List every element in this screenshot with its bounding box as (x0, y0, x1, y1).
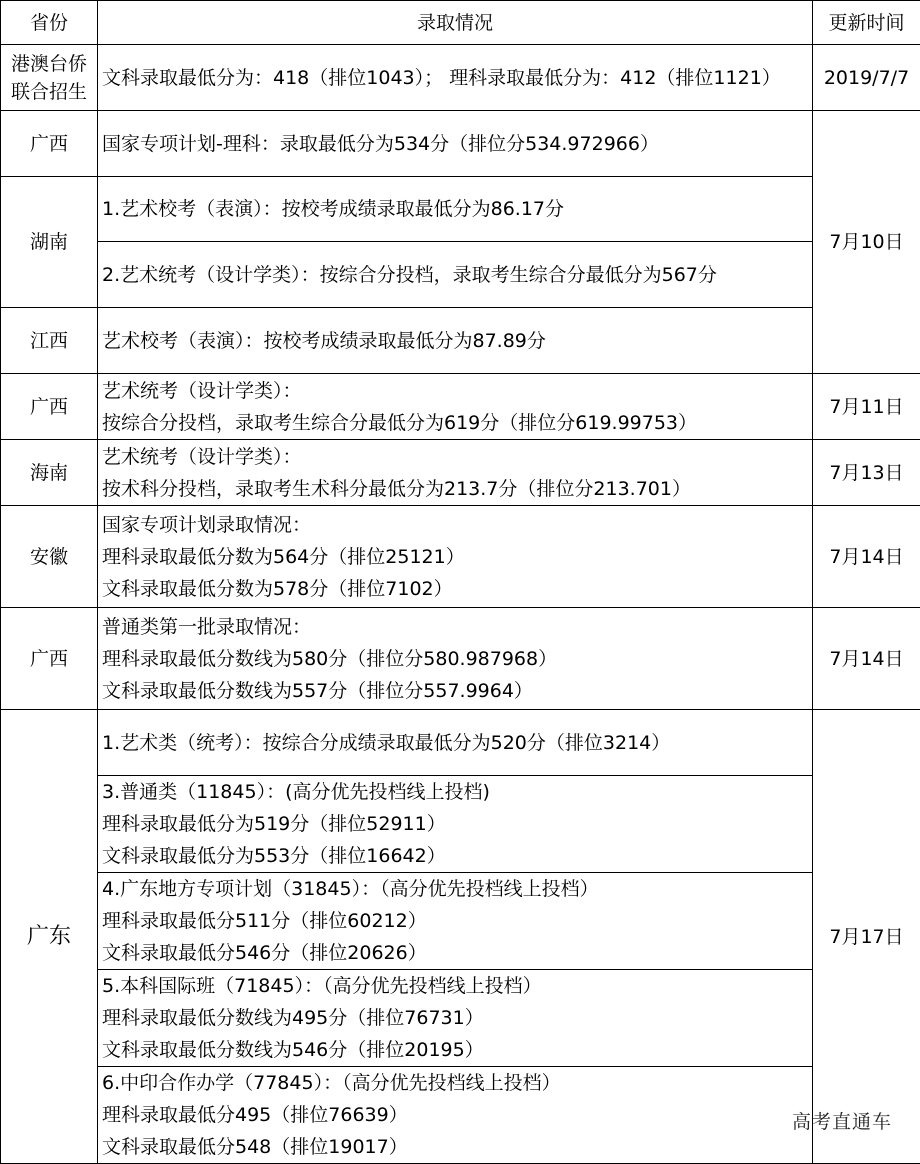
province-line: 联合招生 (1, 78, 97, 106)
admission-cell (98, 45, 813, 111)
admission-cell (98, 776, 813, 873)
table-row (1, 608, 920, 710)
admission-line: 按术科分投档，录取考生术科分最低分为213.7分（排位分213.701） (102, 473, 812, 505)
admission-line: 1.艺术校考（表演）：按校考成绩录取最低分为86.17分 (102, 193, 812, 225)
admission-line: 艺术统考（设计学类）： (102, 375, 812, 407)
admission-line: 3.普通类（11845）：(高分优先投档线上投档) (102, 776, 812, 808)
province-cell: 广西 (1, 374, 98, 440)
province-cell: 海南 (1, 440, 98, 506)
province-cell: 广东 (1, 710, 98, 1164)
admission-line: 国家专项计划-理科：录取最低分为534分（排位分534.972966） (102, 128, 812, 160)
date-cell: 7月14日 (813, 506, 920, 608)
admission-line: 文科录取最低分数线为557分（排位分557.9964） (102, 675, 812, 707)
table-header-row (1, 1, 920, 45)
table-row (1, 308, 920, 374)
province-cell: 江西 (1, 308, 98, 374)
table-row (1, 776, 920, 873)
admission-cell (98, 374, 813, 440)
admission-line: 5.本科国际班（71845）：（高分优先投档线上投档） (102, 970, 812, 1002)
table-row (1, 710, 920, 776)
admission-line: 6.中印合作办学（77845）：（高分优先投档线上投档） (102, 1067, 812, 1099)
admission-cell (98, 1067, 813, 1164)
table-row (1, 374, 920, 440)
admission-cell (98, 308, 813, 374)
admission-line: 理科录取最低分数线为495分（排位76731） (102, 1002, 812, 1034)
table-row (1, 970, 920, 1067)
province-line: 港澳台侨 (1, 50, 97, 78)
date-cell: 7月17日 (813, 710, 920, 1164)
table-row (1, 1067, 920, 1164)
date-cell: 7月11日 (813, 374, 920, 440)
admission-line: 文科录取最低分546分（排位20626） (102, 937, 812, 969)
admission-line: 理科录取最低分511分（排位60212） (102, 905, 812, 937)
province-cell: 湖南 (1, 177, 98, 308)
table-row (1, 45, 920, 111)
admission-cell (98, 506, 813, 608)
admission-line: 艺术统考（设计学类）： (102, 441, 812, 473)
table-row (1, 242, 920, 308)
admission-cell (98, 970, 813, 1067)
admission-line: 文科录取最低分数线为546分（排位20195） (102, 1034, 812, 1066)
province-cell (1, 45, 98, 111)
admission-line: 理科录取最低分数线为580分（排位分580.987968） (102, 643, 812, 675)
date-cell: 2019/7/7 (813, 45, 920, 111)
admission-line: 文科录取最低分数为578分（排位7102） (102, 573, 812, 605)
watermark-text: 高考直通车 (792, 1107, 892, 1134)
province-cell: 广西 (1, 111, 98, 177)
header-admission: 录取情况 (98, 1, 813, 45)
table-row (1, 873, 920, 970)
admission-line: 文科录取最低分为：418（排位1043）； 理科录取最低分为：412（排位1121） (102, 62, 812, 94)
admission-cell (98, 873, 813, 970)
admission-cell (98, 177, 813, 242)
admission-line: 理科录取最低分数为564分（排位25121） (102, 541, 812, 573)
admission-line: 文科录取最低分为553分（排位16642） (102, 840, 812, 872)
admission-line: 理科录取最低分495（排位76639） (102, 1099, 812, 1131)
date-cell: 7月13日 (813, 440, 920, 506)
admission-line: 理科录取最低分为519分（排位52911） (102, 808, 812, 840)
date-cell: 7月10日 (813, 111, 920, 374)
admission-line: 4.广东地方专项计划（31845）：（高分优先投档线上投档） (102, 873, 812, 905)
admission-cell (98, 608, 813, 710)
table-row (1, 506, 920, 608)
admission-line: 艺术校考（表演）：按校考成绩录取最低分为87.89分 (102, 325, 812, 357)
province-cell: 安徽 (1, 506, 98, 608)
admission-line: 文科录取最低分548（排位19017） (102, 1131, 812, 1163)
admission-line: 2.艺术统考（设计学类）：按综合分投档，录取考生综合分最低分为567分 (102, 259, 812, 291)
admission-cell (98, 440, 813, 506)
date-cell: 7月14日 (813, 608, 920, 710)
table-row (1, 111, 920, 177)
admission-cell (98, 242, 813, 308)
admission-line: 国家专项计划录取情况： (102, 509, 812, 541)
header-province: 省份 (1, 1, 98, 45)
admission-line: 1.艺术类（统考）：按综合分成绩录取最低分为520分（排位3214） (102, 727, 812, 759)
admission-cell (98, 111, 813, 177)
admission-cell (98, 710, 813, 776)
admission-line: 按综合分投档，录取考生综合分最低分为619分（排位分619.99753） (102, 407, 812, 439)
province-cell: 广西 (1, 608, 98, 710)
table-row (1, 177, 920, 242)
header-update-time: 更新时间 (813, 1, 920, 45)
table-row (1, 440, 920, 506)
admission-line: 普通类第一批录取情况： (102, 611, 812, 643)
